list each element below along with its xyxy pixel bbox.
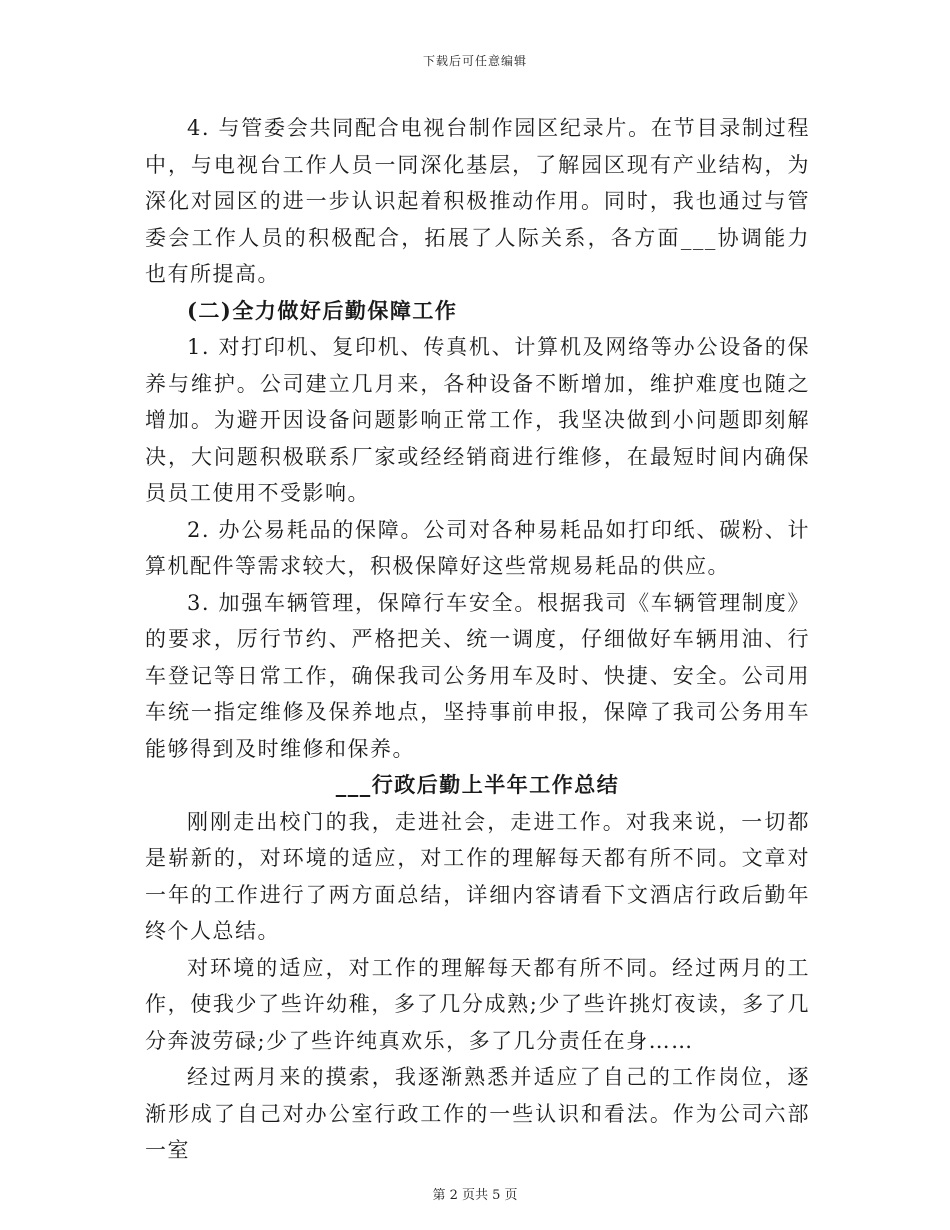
paragraph-exploration: 经过两月来的摸索，我逐渐熟悉并适应了自己的工作岗位，逐渐形成了自己对办公室行政工作的一些认识和看法。作为公司六部一室 (145, 1065, 810, 1162)
paragraph-item-4: 4. 与管委会共同配合电视台制作园区纪录片。在节目录制过程中，与电视台工作人员一同深化基层，了解园区现有产业结构，为深化对园区的进一步认识起着积极推动作用。同时，我也通过与管委会工作人员的积极配合，拓展了人际关系，各方面___协调能力也有所提高。 (145, 116, 810, 286)
page-header: 下载后可任意编辑 (422, 54, 527, 68)
paragraph-adaptation: 对环境的适应，对工作的理解每天都有所不同。经过两月的工作，使我少了些许幼稚，多了几分成熟;少了些许挑灯夜读，多了几分奔波劳碌;少了些许纯真欢乐，多了几分责任在身…… (145, 955, 810, 1053)
paragraph-item-2: 2. 办公易耗品的保障。公司对各种易耗品如打印纸、碳粉、计算机配件等需求较大，积极保障好这些常规易耗品的供应。 (145, 517, 810, 578)
document-title: ___行政后勤上半年工作总结 (335, 772, 620, 797)
page-footer: 第 2 页共 5 页 (432, 1188, 518, 1203)
document-body (145, 110, 810, 1169)
paragraph-item-1: 1. 对打印机、复印机、传真机、计算机及网络等办公设备的保养与维护。公司建立几月来，各种设备不断增加，维护难度也随之增加。为避开因设备问题影响正常工作，我坚决做到小问题即刻解决，大问题积极联系厂家或经经销商进行维修，在最短时间内确保员员工使用不受影响。 (145, 335, 810, 505)
paragraph-intro: 刚刚走出校门的我，走进社会，走进工作。对我来说，一切都是崭新的，对环境的适应，对工作的理解每天都有所不同。文章对一年的工作进行了两方面总结，详细内容请看下文酒店行政后勤年终个人总结。 (145, 809, 810, 943)
section-heading: (二)全力做好后勤保障工作 (187, 297, 458, 323)
paragraph-item-3: 3. 加强车辆管理，保障行车安全。根据我司《车辆管理制度》的要求，厉行节约、严格把关、统一调度，仔细做好车辆用油、行车登记等日常工作，确保我司公务用车及时、快捷、安全。公司用车统一指定维修及保养地点，坚持事前申报，保障了我司公务用车能够得到及时维修和保养。 (145, 590, 810, 761)
